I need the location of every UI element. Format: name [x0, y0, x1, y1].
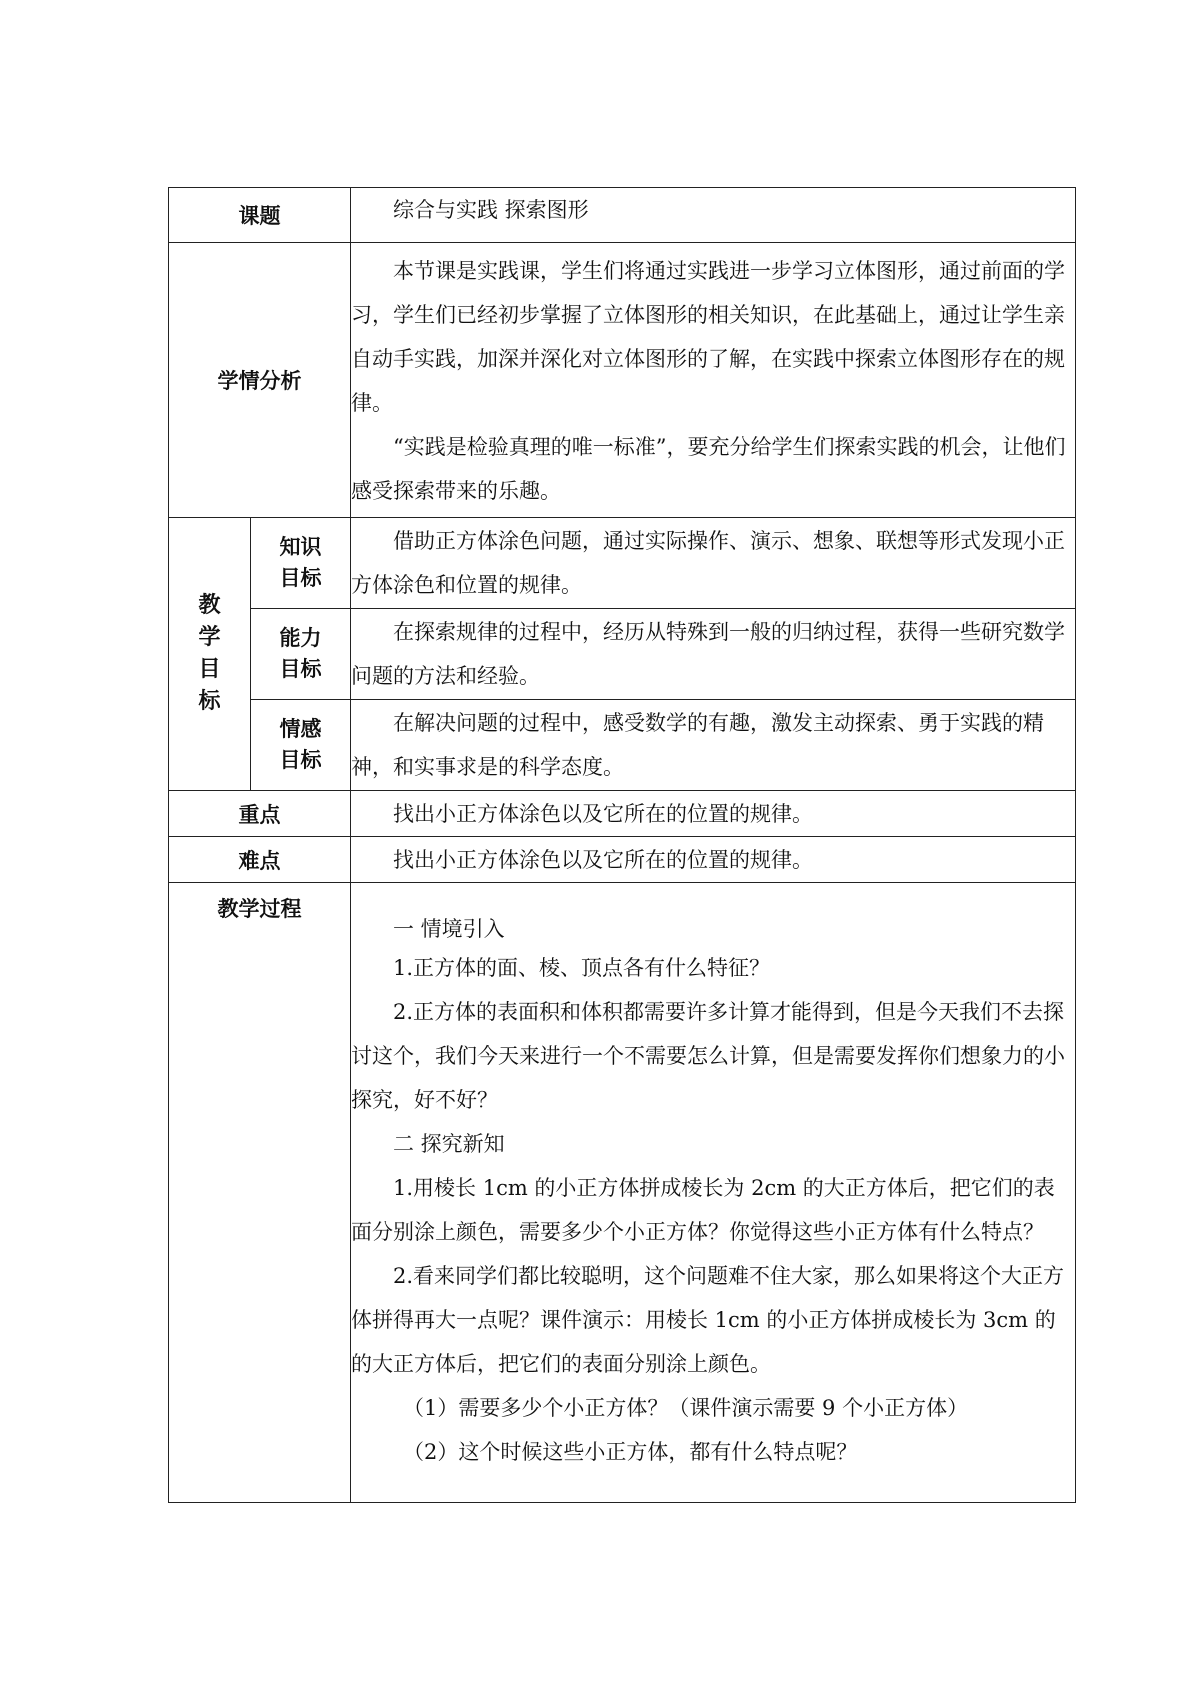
- process-paragraph: 二 探究新知: [393, 1131, 505, 1156]
- process-row: [169, 883, 1076, 1503]
- process-paragraph: 2.看来同学们都比较聪明，这个问题难不住大家，那么如果将这个大正方体拼得再大一点呢？课件演示：用棱长 1cm 的小正方体拼成棱长为 3cm 的的大正方体后，把它们的表面分别涂上颜色。: [351, 1263, 1065, 1376]
- emotion-goal-label-line: 目标: [279, 748, 322, 772]
- process-paragraph: （1）需要多少个小正方体？（课件演示需要 9 个小正方体）: [403, 1395, 969, 1420]
- goals-label-char: 学: [198, 625, 221, 650]
- process-paragraph: 1.正方体的面、棱、顶点各有什么特征？: [393, 955, 771, 980]
- lesson-plan-table: [168, 187, 1076, 1503]
- ability-goal-cell: [351, 609, 1076, 700]
- topic-value: 综合与实践 探索图形: [393, 198, 589, 222]
- key-point-value: 找出小正方体涂色以及它所在的位置的规律。: [393, 801, 813, 826]
- analysis-paragraph: “实践是检验真理的唯一标准”，要充分给学生们探索实践的机会，让他们感受探索带来的乐趣。: [351, 435, 1066, 503]
- process-paragraph: （2）这个时候这些小正方体，都有什么特点呢？: [403, 1439, 858, 1464]
- ability-goal-label-line: 能力: [279, 626, 322, 650]
- difficulty-label: 难点: [169, 837, 351, 883]
- emotion-goal-text: 在解决问题的过程中，感受数学的有趣，激发主动探索、勇于实践的精神，和实事求是的科学态度。: [351, 711, 1044, 779]
- emotion-goal-cell: [351, 700, 1076, 791]
- goals-label-char: 目: [198, 657, 221, 682]
- goals-label-char: 教: [198, 593, 221, 618]
- process-cell: [351, 883, 1076, 1503]
- key-point-label: 重点: [169, 791, 351, 837]
- key-point-row: [169, 791, 1076, 837]
- process-paragraph: 2.正方体的表面积和体积都需要许多计算才能得到，但是今天我们不去探讨这个，我们今天来进行一个不需要怎么计算，但是需要发挥你们想象力的小探究，好不好？: [351, 999, 1065, 1112]
- ability-goal-label: [251, 609, 351, 700]
- analysis-row: [169, 243, 1076, 518]
- knowledge-goal-label: [251, 518, 351, 609]
- knowledge-goal-cell: [351, 518, 1076, 609]
- goals-label-char: 标: [198, 689, 221, 714]
- difficulty-row: [169, 837, 1076, 883]
- goals-label: [169, 518, 251, 791]
- emotion-goal-label: [251, 700, 351, 791]
- goal-row-ability: [169, 609, 1076, 700]
- process-label: 教学过程: [169, 883, 351, 1503]
- topic-label: 课题: [169, 188, 351, 243]
- goal-row-emotion: [169, 700, 1076, 791]
- knowledge-goal-label-line: 目标: [279, 566, 322, 590]
- topic-cell: [351, 188, 1076, 243]
- knowledge-goal-label-line: 知识: [279, 535, 322, 559]
- knowledge-goal-text: 借助正方体涂色问题，通过实际操作、演示、想象、联想等形式发现小正方体涂色和位置的规律。: [351, 529, 1065, 597]
- topic-row: [169, 188, 1076, 243]
- ability-goal-text: 在探索规律的过程中，经历从特殊到一般的归纳过程，获得一些研究数学问题的方法和经验。: [351, 620, 1065, 688]
- ability-goal-label-line: 目标: [279, 657, 322, 681]
- key-point-cell: [351, 791, 1076, 837]
- analysis-cell: [351, 243, 1076, 518]
- analysis-paragraph: 本节课是实践课，学生们将通过实践进一步学习立体图形，通过前面的学习，学生们已经初步掌握了立体图形的相关知识，在此基础上，通过让学生亲自动手实践，加深并深化对立体图形的了解，在实践中探索立体图形存在的规律。: [351, 259, 1065, 415]
- goal-row-knowledge: [169, 518, 1076, 609]
- process-paragraph: 1.用棱长 1cm 的小正方体拼成棱长为 2cm 的大正方体后，把它们的表面分别涂上颜色，需要多少个小正方体？你觉得这些小正方体有什么特点？: [351, 1175, 1055, 1244]
- emotion-goal-label-line: 情感: [279, 717, 322, 741]
- difficulty-value: 找出小正方体涂色以及它所在的位置的规律。: [393, 847, 813, 872]
- difficulty-cell: [351, 837, 1076, 883]
- process-paragraph: 一 情境引入: [393, 916, 505, 941]
- analysis-label: 学情分析: [169, 243, 351, 518]
